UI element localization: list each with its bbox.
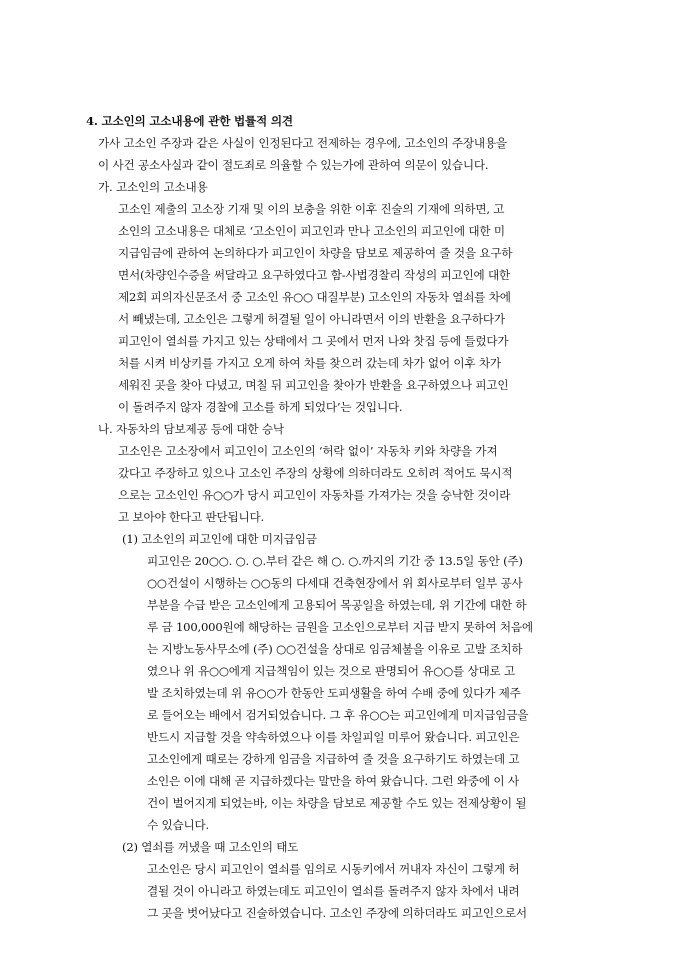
intro-line: 가사 고소인 주장과 같은 사실이 인정된다고 전제하는 경우에, 고소인의 주장내용을 bbox=[98, 136, 507, 150]
paragraph-line: 갔다고 주장하고 있으나 고소인 주장의 상황에 의하더라도 오히려 적어도 묵시적 bbox=[118, 466, 513, 480]
paragraph-line: 소인은 이에 대해 곧 지급하겠다는 말만을 하여 왔습니다. 그런 와중에 이 사 bbox=[147, 774, 519, 788]
subsection-heading-ga: 가. 고소인의 고소내용 bbox=[98, 180, 208, 194]
paragraph-line: 그 곳을 벗어났다고 진술하였습니다. 고소인 주장에 의하더라도 피고인으로서 bbox=[147, 906, 527, 920]
paragraph-line: 고소인은 고소장에서 피고인이 고소인의 ‘허락 없이’ 자동차 키와 차량을 가져 bbox=[118, 444, 498, 458]
intro-line: 이 사건 공소사실과 같이 절도죄로 의율할 수 있는가에 관하여 의문이 있습니다. bbox=[98, 158, 489, 172]
paragraph-line: 서 빼냈는데, 고소인은 그렇게 허결될 일이 아니라면서 이의 반환을 요구하다가 bbox=[118, 312, 505, 326]
paragraph-line: 면서(차량인수증을 써달라고 요구하였다고 함-사법경찰리 작성의 피고인에 대한 bbox=[118, 268, 510, 282]
paragraph-line: 수 있습니다. bbox=[147, 818, 209, 832]
paragraph-line: 처를 시켜 비상키를 가지고 오게 하여 차를 찾으러 갔는데 차가 없어 이후 차가 bbox=[118, 356, 501, 370]
paragraph-line: 였으나 위 유○○에게 지급책임이 있는 것으로 판명되어 유○○를 상대로 고 bbox=[147, 664, 516, 678]
paragraph-line: 고소인은 당시 피고인이 열쇠를 임의로 시동키에서 꺼내자 자신이 그렇게 허 bbox=[147, 862, 520, 876]
paragraph-line: 고 보아야 한다고 판단됩니다. bbox=[118, 510, 264, 524]
paragraph-line: 반드시 지급할 것을 약속하였으나 이를 차일피일 미루어 왔습니다. 피고인은 bbox=[147, 730, 520, 744]
paragraph-line: 로 들어오는 배에서 검거되었습니다. 그 후 유○○는 피고인에게 미지급임금을 bbox=[147, 708, 529, 722]
paragraph-line: 고소인 제출의 고소장 기재 및 이의 보충을 위한 이후 진술의 기재에 의하면, 고 bbox=[118, 202, 505, 216]
paragraph-line: 지급임금에 관하여 논의하다가 피고인이 차량을 담보로 제공하여 줄 것을 요구하 bbox=[118, 246, 513, 260]
paragraph-line: 으로는 고소인인 유○○가 당시 피고인이 자동차를 가져가는 것을 승낙한 것이라 bbox=[118, 488, 511, 502]
paragraph-line: 소인의 고소내용은 대체로 ‘고소인이 피고인과 만나 고소인의 피고인에 대한 미 bbox=[118, 224, 505, 238]
paragraph-line: 는 지방노동사무소에 (주) ○○건설을 상대로 임금체불을 이유로 고발 조치하 bbox=[147, 642, 523, 656]
paragraph-line: ○○건설이 시행하는 ○○동의 다세대 건축현장에서 위 회사로부터 일부 공사 bbox=[147, 576, 523, 590]
paragraph-line: 건이 벌어지게 되었는바, 이는 차량을 담보로 제공할 수도 있는 전제상황이 될 bbox=[147, 796, 527, 810]
paragraph-line: 피고인은 20○○. ○. ○.부터 같은 해 ○. ○.까지의 기간 중 13.5일 동안 (주) bbox=[147, 554, 523, 568]
paragraph-line: 루 금 100,000원에 해당하는 금원을 고소인으로부터 지급 받지 못하여 처음에 bbox=[147, 620, 533, 634]
item-heading-1: (1) 고소인의 피고인에 대한 미지급임금 bbox=[122, 532, 317, 546]
paragraph-line: 피고인이 열쇠를 가지고 있는 상태에서 그 곳에서 먼저 나와 찻집 등에 들렀다가 bbox=[118, 334, 509, 348]
paragraph-line: 부분을 수급 받은 고소인에게 고용되어 목공일을 하였는데, 위 기간에 대한 하 bbox=[147, 598, 527, 612]
paragraph-line: 결될 것이 아니라고 하였는데도 피고인이 열쇠를 돌려주지 않자 차에서 내려 bbox=[147, 884, 520, 898]
subsection-heading-na: 나. 자동차의 담보제공 등에 대한 승낙 bbox=[98, 422, 284, 436]
paragraph-line: 제2회 피의자신문조서 중 고소인 유○○ 대질부분) 고소인의 자동차 열쇠를 차에 bbox=[118, 290, 511, 304]
item-heading-2: (2) 열쇠를 꺼냈을 때 고소인의 태도 bbox=[122, 840, 299, 854]
paragraph-line: 이 돌려주지 않자 경찰에 고소를 하게 되었다’는 것입니다. bbox=[118, 400, 403, 414]
paragraph-line: 발 조치하였는데 위 유○○가 한동안 도피생활을 하여 수배 중에 있다가 제주 bbox=[147, 686, 521, 700]
paragraph-line: 고소인에게 때로는 강하게 임금을 지급하여 줄 것을 요구하기도 하였는데 고 bbox=[147, 752, 520, 766]
section-heading: 4. 고소인의 고소내용에 관한 법률적 의견 bbox=[86, 114, 293, 128]
paragraph-line: 세워진 곳을 찾아 다녔고, 며칠 뒤 피고인을 찾아가 반환을 요구하였으나 피고인 bbox=[118, 378, 509, 392]
